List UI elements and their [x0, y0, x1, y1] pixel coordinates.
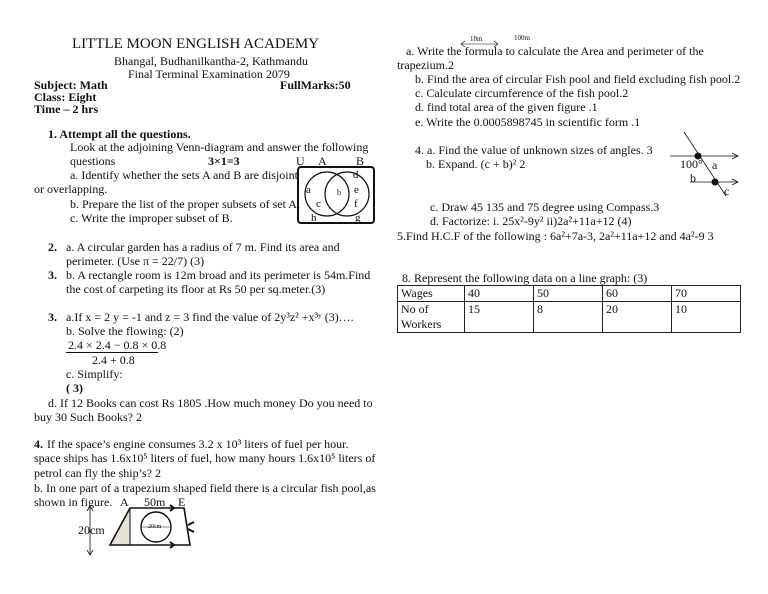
venn-elem-e: e	[354, 184, 359, 196]
venn-b-label: B	[356, 154, 365, 168]
q4b-line1: b. In one part of a trapezium shaped field there is a circular fish pool,as	[34, 481, 376, 495]
table-row	[398, 302, 741, 333]
fraction-denominator: 2.4 + 0.8	[92, 353, 135, 367]
venn-elem-f: f	[354, 198, 358, 210]
q4-right-a: 4. a. Find the value of unknown sizes of angles. 3	[415, 143, 653, 157]
r-b: b. Find the area of circular Fish pool and field excluding fish pool.2	[415, 72, 741, 86]
venn-u-label: U	[296, 154, 305, 168]
angle-100: 100°	[680, 157, 703, 171]
q3d-line2: buy 30 Such Books? 2	[34, 410, 142, 424]
trap-label-e: E	[178, 495, 186, 509]
row-label-line2: Workers	[401, 317, 442, 331]
r-a-line1: a. Write the formula to calculate the Area and perimeter of the	[406, 44, 704, 58]
q4-right-c: c. Draw 45 135 and 75 degree using Compass.3	[430, 200, 660, 214]
r-e: e. Write the 0.0005898745 in scientific form .1	[415, 115, 641, 129]
q1-line2: questions	[70, 154, 116, 168]
fraction-numerator: 2.4 × 2.4 − 0.8 × 0.8	[68, 338, 167, 352]
table-cell: 10	[672, 302, 741, 333]
q4b-line2: shown in figure.	[34, 495, 113, 509]
side-tick	[188, 522, 194, 532]
table-cell: 70	[672, 286, 741, 302]
q4-right-b: b. Expand. (c + b)² 2	[426, 157, 526, 171]
q8: 8. Represent the following data on a line graph: (3)	[402, 271, 648, 285]
school-name: LITTLE MOON ENGLISH ACADEMY	[72, 36, 320, 52]
q2-line1: a. A circular garden has a radius of 7 m. Find its area and	[66, 240, 340, 254]
q1c: c. Write the improper subset of B.	[70, 211, 233, 225]
class-label: Class: Eight	[34, 90, 97, 104]
time-label: Time – 2 hrs	[34, 102, 99, 116]
trap-label-height: 20cm	[78, 523, 105, 537]
table-row	[398, 286, 741, 302]
venn-set-b	[325, 172, 369, 216]
trap-label-a: A	[120, 495, 129, 509]
table-cell: 15	[465, 302, 534, 333]
trap-pool-label: 20cm	[148, 524, 162, 530]
venn-set-a	[305, 172, 349, 216]
q1-line1: Look at the adjoining Venn-diagram and answer the following	[70, 140, 369, 154]
q3b-line2: the cost of carpeting its floor at Rs 50 per sq.meter.(3)	[66, 282, 326, 296]
angle-c: c	[724, 184, 730, 198]
venn-elem-g: g	[355, 212, 361, 224]
q1a-line2: or overlapping.	[34, 182, 108, 196]
q4-line3: petrol can fly the ship’s? 2	[34, 466, 161, 480]
full-marks-label: FullMarks:50	[280, 78, 351, 92]
q3-number: 3.	[48, 268, 57, 282]
trapezium-figure	[84, 505, 204, 565]
row-label-line1: No of	[401, 302, 429, 316]
q2-line2: perimeter. (Use π = 22/7) (3)	[66, 254, 205, 268]
q4-line2: space ships has 1.6x10⁵ liters of fuel, how many hours 1.6x10⁵ liters of	[34, 451, 376, 465]
q3c: c. Simplify:	[66, 367, 123, 381]
venn-elem-h: h	[311, 212, 317, 224]
venn-elem-d: d	[353, 169, 359, 181]
venn-elem-b: b	[337, 188, 341, 197]
table-cell: 8	[534, 302, 603, 333]
table-cell: 60	[603, 286, 672, 302]
q3b-line1: b. A rectangle room is 12m broad and its perimeter is 54m.Find	[66, 268, 371, 282]
q4-right-d: d. Factorize: i. 25x²-9y² ii)2a²+11a+12 (4)	[430, 214, 632, 228]
q1-marks: 3×1=3	[208, 154, 240, 168]
venn-elem-a: a	[306, 184, 311, 196]
q3-solve: b. Solve the flowing: (2)	[66, 324, 184, 338]
angle-b: b	[690, 171, 696, 185]
q3d-line1: d. If 12 Books can cost Rs 1805 .How much money Do you need to	[48, 396, 373, 410]
q1-heading: 1. Attempt all the questions.	[48, 127, 191, 141]
q3c-marks: ( 3)	[66, 381, 83, 395]
r-d: d. find total area of the given figure .1	[415, 100, 598, 114]
q4-line1: If the space’s engine consumes 3.2 x 10³ liters of fuel per hour.	[47, 437, 349, 451]
table-cell: 40	[465, 286, 534, 302]
table-cell: Wages	[398, 286, 465, 302]
top-small-label-2: 100m	[514, 34, 530, 42]
exam-title: Final Terminal Examination 2079	[128, 67, 290, 81]
q3-second-number: 3.	[48, 310, 57, 324]
trap-label-top: 50m	[144, 495, 166, 509]
r-c: c. Calculate circumference of the fish pool.2	[415, 86, 629, 100]
q2-number: 2.	[48, 240, 57, 254]
r-a-line2: trapezium.2	[397, 58, 454, 72]
top-small-label-1: 18m	[470, 35, 483, 43]
q1b: b. Prepare the list of the proper subsets of set A.	[70, 197, 300, 211]
q5: 5.Find H.C.F of the following : 6a²+7a-3, 2a²+11a+12 and 4a²-9 3	[397, 229, 714, 243]
q4-number: 4.	[34, 437, 43, 451]
venn-a-label: A	[318, 154, 327, 168]
table-cell: 50	[534, 286, 603, 302]
table-cell: 20	[603, 302, 672, 333]
school-address: Bhangal, Budhanilkantha-2, Kathmandu	[114, 54, 308, 68]
wages-table	[397, 285, 741, 333]
subject-label: Subject: Math	[34, 78, 108, 92]
q3a: a.If x = 2 y = -1 and z = 3 find the value of 2y³z² +x³ʸ (3)….	[66, 310, 354, 324]
q1a-line1: a. Identify whether the sets A and B are disjoint	[70, 168, 298, 182]
table-cell	[398, 302, 465, 333]
angle-a: a	[712, 158, 718, 172]
venn-elem-c: c	[316, 198, 321, 210]
